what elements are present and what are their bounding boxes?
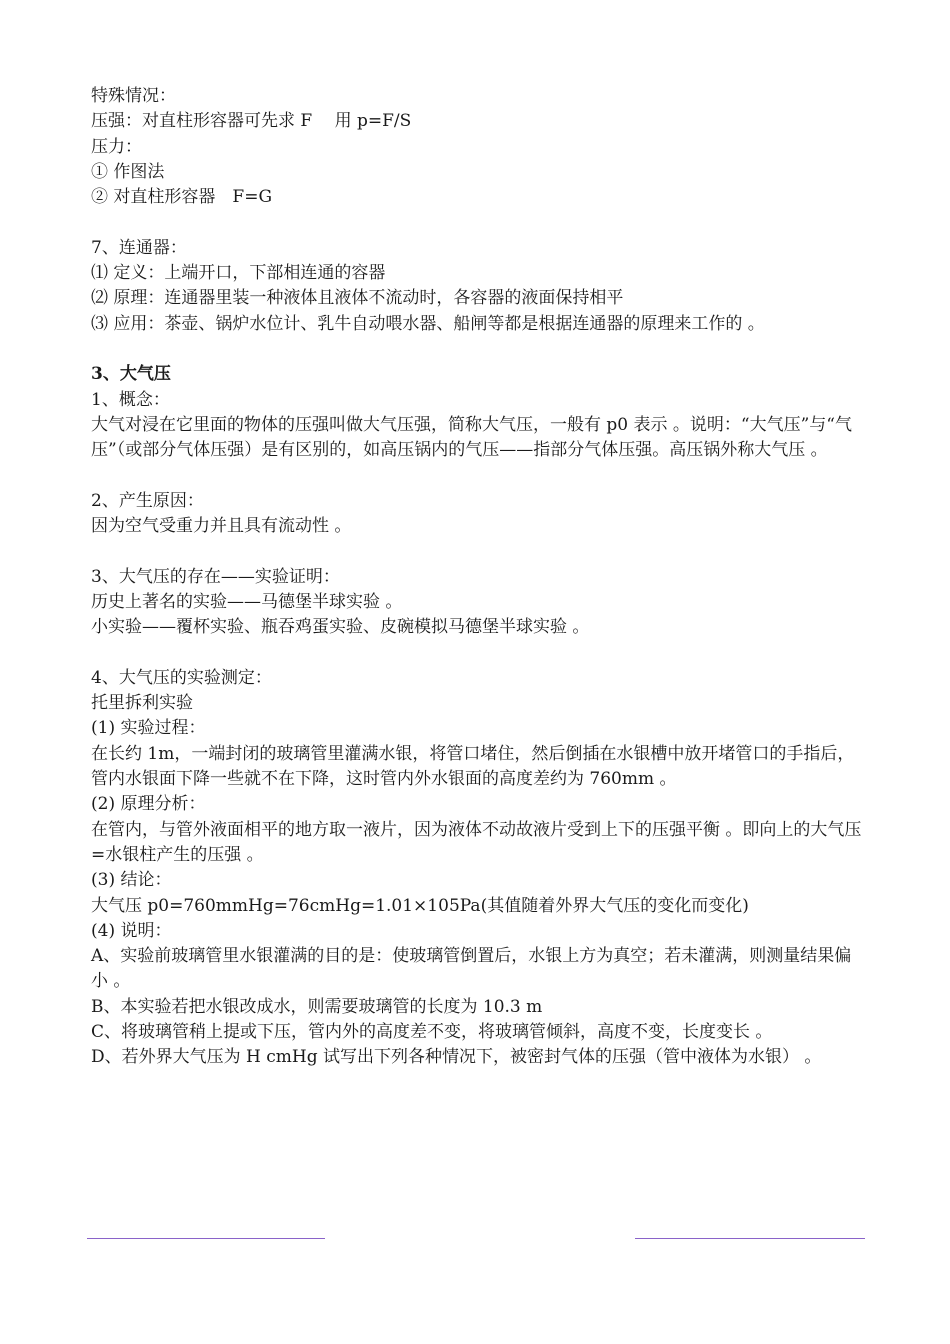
note-c: C、将玻璃管稍上提或下压，管内外的高度差不变，将玻璃管倾斜，高度不变，长度变长 。 xyxy=(91,1021,773,1042)
note-b: B、本实验若把水银改成水，则需要玻璃管的长度为 10.3 m xyxy=(91,996,543,1017)
torricelli-title: 托里拆利实验 xyxy=(91,693,193,714)
spacer xyxy=(91,337,866,362)
special-pressure: 压强：对直柱形容器可先求 F 用 p=F/S xyxy=(91,111,412,132)
concept-title: 1、概念： xyxy=(91,389,170,410)
spacer xyxy=(91,539,866,564)
connector-application: ⑶ 应用：茶壶、锅炉水位计、乳牛自动喂水器、船闸等都是根据连通器的原理来工作的 。 xyxy=(91,313,765,334)
concept-text: 大气对浸在它里面的物体的压强叫做大气压强，简称大气压，一般有 p0 表示 。说明：“大气压”与“气压”（或部分气体压强）是有区别的，如高压锅内的气压——指部分气体压强。高压锅外称大气压 。 xyxy=(91,414,852,461)
measure-title: 4、大气压的实验测定： xyxy=(91,667,272,688)
special-item-1: ① 作图法 xyxy=(91,161,165,182)
cause-title: 2、产生原因： xyxy=(91,490,204,511)
special-force: 压力： xyxy=(91,136,142,157)
existence-line-1: 历史上著名的实验——马德堡半球实验 。 xyxy=(91,591,403,612)
note-title: (4) 说明： xyxy=(91,920,172,941)
cause-text: 因为空气受重力并且具有流动性 。 xyxy=(91,516,352,537)
existence-line-2: 小实验——覆杯实验、瓶吞鸡蛋实验、皮碗模拟马德堡半球实验 。 xyxy=(91,617,590,638)
conclusion-text: 大气压 p0=760mmHg=76cmHg=1.01×105Pa(其值随着外界大气压的变化而变化) xyxy=(91,895,749,916)
existence-title: 3、大气压的存在——实验证明： xyxy=(91,566,340,587)
connector-title: 7、连通器： xyxy=(91,237,187,258)
conclusion-title: (3) 结论： xyxy=(91,870,172,891)
special-item-2: ② 对直柱形容器 F=G xyxy=(91,187,273,208)
analysis-title: (2) 原理分析： xyxy=(91,794,206,815)
connector-principle: ⑵ 原理：连通器里装一种液体且液体不流动时，各容器的液面保持相平 xyxy=(91,288,624,309)
special-title: 特殊情况： xyxy=(91,86,176,106)
spacer xyxy=(91,210,866,235)
note-d: D、若外界大气压为 H cmHg 试写出下列各种情况下，被密封气体的压强（管中液体为水银） 。 xyxy=(91,1047,822,1068)
spacer xyxy=(91,641,866,666)
section-heading: 3、大气压 xyxy=(91,364,171,385)
document-body xyxy=(91,84,866,1071)
process-title: (1) 实验过程： xyxy=(91,718,206,739)
analysis-text: 在管内，与管外液面相平的地方取一液片，因为液体不动故液片受到上下的压强平衡 。即向上的大气压=水银柱产生的压强 。 xyxy=(91,819,862,865)
footer-divider-right xyxy=(635,1238,865,1239)
process-text: 在长约 1m，一端封闭的玻璃管里灌满水银，将管口堵住，然后倒插在水银槽中放开堵管口的手指后，管内水银面下降一些就不在下降，这时管内外水银面的高度差约为 760mm 。 xyxy=(91,743,855,790)
footer-divider-left xyxy=(87,1238,325,1239)
note-a: A、实验前玻璃管里水银灌满的目的是：使玻璃管倒置后，水银上方为真空；若未灌满，则测量结果偏小 。 xyxy=(91,946,852,992)
spacer xyxy=(91,463,866,488)
connector-definition: ⑴ 定义：上端开口，下部相连通的容器 xyxy=(91,263,386,284)
